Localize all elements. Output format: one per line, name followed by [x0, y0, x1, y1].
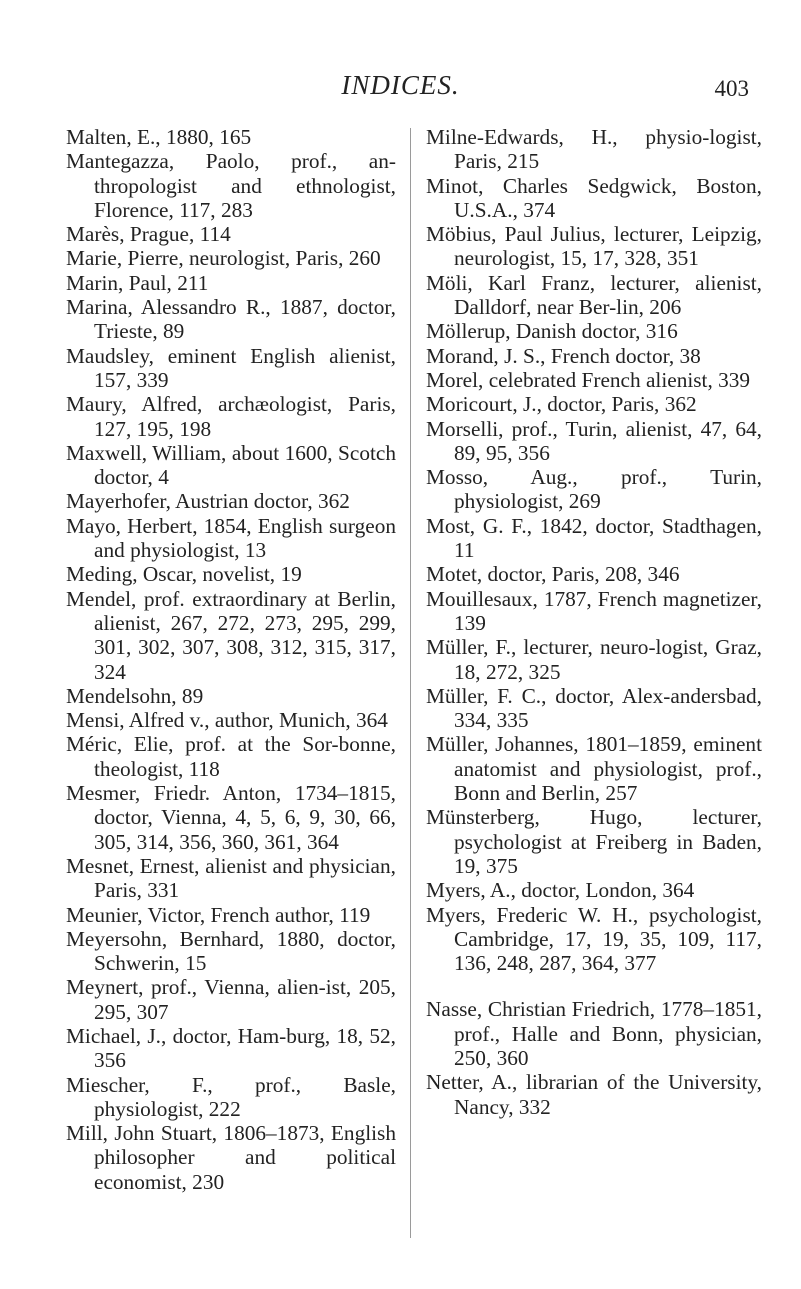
- index-entry: Meynert, prof., Vienna, alien-ist, 205, 295, 307: [66, 975, 396, 1024]
- column-divider: [410, 128, 411, 1238]
- index-entry: Milne-Edwards, H., physio-logist, Paris, 215: [426, 125, 762, 174]
- index-entry: Motet, doctor, Paris, 208, 346: [426, 562, 680, 587]
- index-column-right: [426, 125, 762, 1119]
- index-entry: Möbius, Paul Julius, lecturer, Leipzig, neurologist, 15, 17, 328, 351: [426, 222, 762, 271]
- index-entry: Mouillesaux, 1787, French magnetizer, 139: [426, 586, 762, 635]
- index-entry: Mayerhofer, Austrian doctor, 362: [66, 489, 350, 514]
- index-entry: Mesnet, Ernest, alienist and physician, Paris, 331: [66, 853, 396, 903]
- index-entry: Möllerup, Danish doctor, 316: [426, 319, 678, 344]
- index-entry: Most, G. F., 1842, doctor, Stadthagen, 11: [426, 513, 762, 563]
- index-entry: Morselli, prof., Turin, alienist, 47, 64, 89, 95, 356: [426, 416, 762, 465]
- index-entry: Malten, E., 1880, 165: [66, 125, 252, 149]
- index-entry: Morand, J. S., French doctor, 38: [426, 343, 701, 368]
- index-entry: Netter, A., librarian of the University, Nancy, 332: [426, 1070, 762, 1119]
- index-entry: Myers, A., doctor, London, 364: [426, 878, 695, 903]
- index-entry: Mosso, Aug., prof., Turin, physiologist, 269: [426, 465, 762, 514]
- index-entry: Miescher, F., prof., Basle, physiologist, 222: [66, 1072, 396, 1121]
- index-entry: Mesmer, Friedr. Anton, 1734–1815, doctor, Vienna, 4, 5, 6, 9, 30, 66, 305, 314, 356, 360, 361, 364: [66, 781, 396, 854]
- index-entry: Moricourt, J., doctor, Paris, 362: [426, 392, 697, 417]
- index-entry: Müller, F. C., doctor, Alex-andersbad, 334, 335: [426, 683, 762, 733]
- index-entry: Mill, John Stuart, 1806–1873, English philosopher and political economist, 230: [66, 1121, 396, 1194]
- index-entry: Müller, F., lecturer, neuro-logist, Graz, 18, 272, 325: [426, 635, 762, 684]
- index-entry: Mensi, Alfred v., author, Munich, 364: [66, 708, 388, 733]
- index-entry: Meunier, Victor, French author, 119: [66, 902, 371, 927]
- index-entry: Mendelsohn, 89: [66, 683, 204, 708]
- index-entry: Marie, Pierre, neurologist, Paris, 260: [66, 246, 381, 271]
- page-number: 403: [714, 76, 749, 101]
- index-entry: Marin, Paul, 211: [66, 270, 209, 295]
- index-entry: Myers, Frederic W. H., psychologist, Cambridge, 17, 19, 35, 109, 117, 136, 248, 287, 364, 377: [426, 902, 762, 976]
- running-head: [0, 70, 801, 110]
- index-entry: Maury, Alfred, archæologist, Paris, 127, 195, 198: [66, 392, 396, 441]
- index-entry: Maudsley, eminent English alienist, 157, 339: [66, 343, 396, 392]
- index-entry: Minot, Charles Sedgwick, Boston, U.S.A., 374: [426, 173, 762, 222]
- index-column-left: [66, 125, 396, 1194]
- index-entry: Mayo, Herbert, 1854, English surgeon and physiologist, 13: [66, 513, 396, 563]
- index-entry: Michael, J., doctor, Ham-burg, 18, 52, 356: [66, 1023, 396, 1073]
- index-entry: Morel, celebrated French alienist, 339: [426, 367, 751, 392]
- index-entry: Marès, Prague, 114: [66, 222, 231, 247]
- index-entry: Mantegazza, Paolo, prof., an-thropologist and ethnologist, Florence, 117, 283: [66, 149, 396, 222]
- index-entry: Meding, Oscar, novelist, 19: [66, 562, 302, 587]
- index-entry: Müller, Johannes, 1801–1859, eminent anatomist and physiologist, prof., Bonn and Berlin, 257: [426, 732, 762, 806]
- index-entry: Marina, Alessandro R., 1887, doctor, Trieste, 89: [66, 295, 396, 344]
- index-entry: Möli, Karl Franz, lecturer, alienist, Dalldorf, near Ber-lin, 206: [426, 270, 762, 320]
- index-entry: Nasse, Christian Friedrich, 1778–1851, prof., Halle and Bonn, physician, 250, 360: [426, 997, 762, 1070]
- index-entry: Meyersohn, Bernhard, 1880, doctor, Schwerin, 15: [66, 926, 396, 976]
- index-entry: Maxwell, William, about 1600, Scotch doctor, 4: [66, 440, 396, 490]
- index-entry: Münsterberg, Hugo, lecturer, psychologist at Freiberg in Baden, 19, 375: [426, 805, 762, 878]
- index-entry: Méric, Elie, prof. at the Sor-bonne, theologist, 118: [66, 732, 396, 781]
- running-title: INDICES.: [341, 70, 460, 100]
- index-entry: Mendel, prof. extraordinary at Berlin, alienist, 267, 272, 273, 295, 299, 301, 302, 307, 308, 312, 315, 317, 324: [66, 586, 396, 684]
